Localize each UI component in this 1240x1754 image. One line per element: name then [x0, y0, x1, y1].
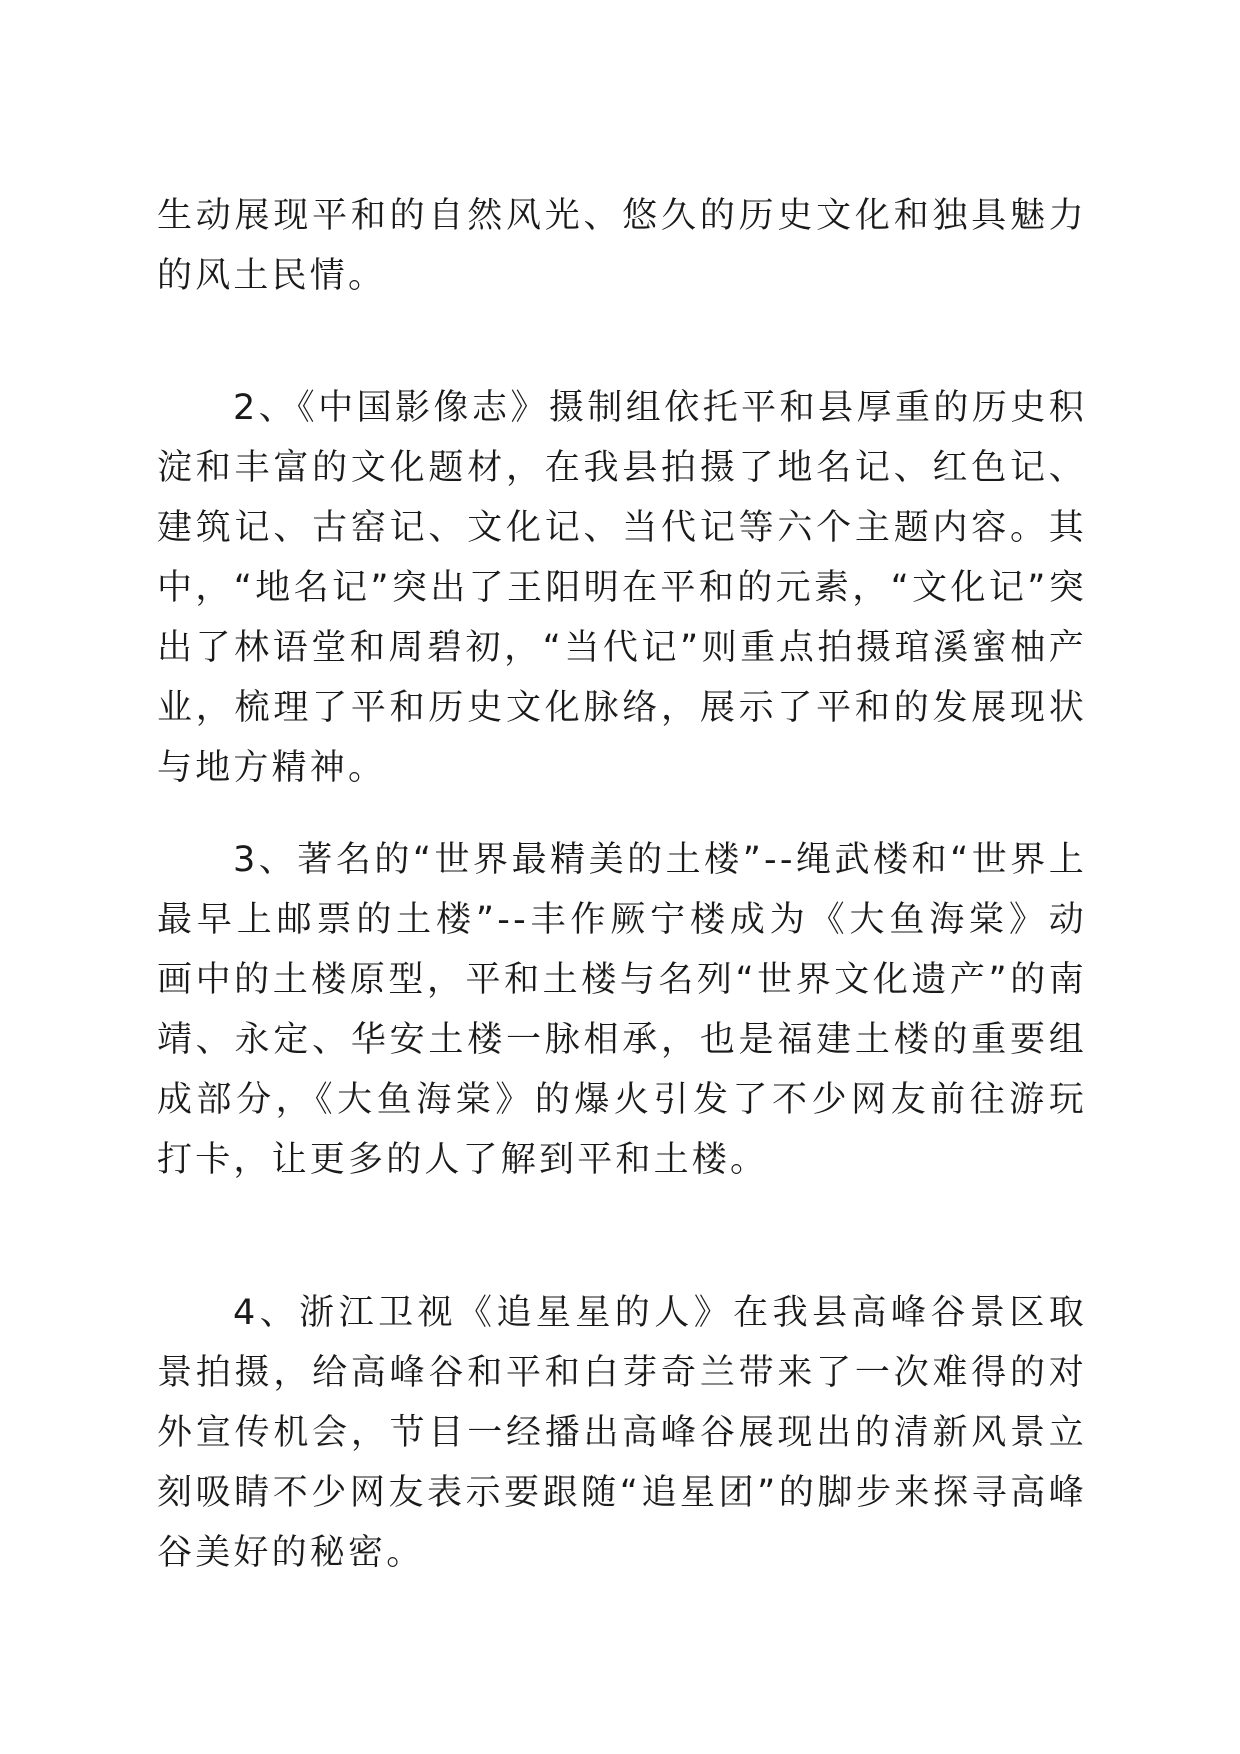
paragraph-item-4: 4、浙江卫视《追星星的人》在我县高峰谷景区取景拍摄，给高峰谷和平和白芽奇兰带来了一次难得的对外宣传机会，节目一经播出高峰谷展现出的清新风景立刻吸睛不少网友表示要跟随“追星团”的脚步来探寻高峰谷美好的秘密。 [157, 1293, 1087, 1573]
paragraph-item-2: 2、《中国影像志》摄制组依托平和县厚重的历史积淀和丰富的文化题材，在我县拍摄了地名记、红色记、建筑记、古窑记、文化记、当代记等六个主题内容。其中，“地名记”突出了王阳明在平和的元素，“文化记”突出了林语堂和周碧初，“当代记”则重点拍摄琯溪蜜柚产业，梳理了平和历史文化脉络，展示了平和的发展现状与地方精神。 [157, 388, 1087, 788]
paragraph-continuation: 生动展现平和的自然风光、悠久的历史文化和独具魅力的风土民情。 [157, 196, 1087, 296]
paragraph-item-3: 3、著名的“世界最精美的土楼”--绳武楼和“世界上最早上邮票的土楼”--丰作厥宁楼成为《大鱼海棠》动画中的土楼原型，平和土楼与名列“世界文化遗产”的南靖、永定、华安土楼一脉相承，也是福建土楼的重要组成部分，《大鱼海棠》的爆火引发了不少网友前往游玩打卡，让更多的人了解到平和土楼。 [157, 840, 1087, 1180]
